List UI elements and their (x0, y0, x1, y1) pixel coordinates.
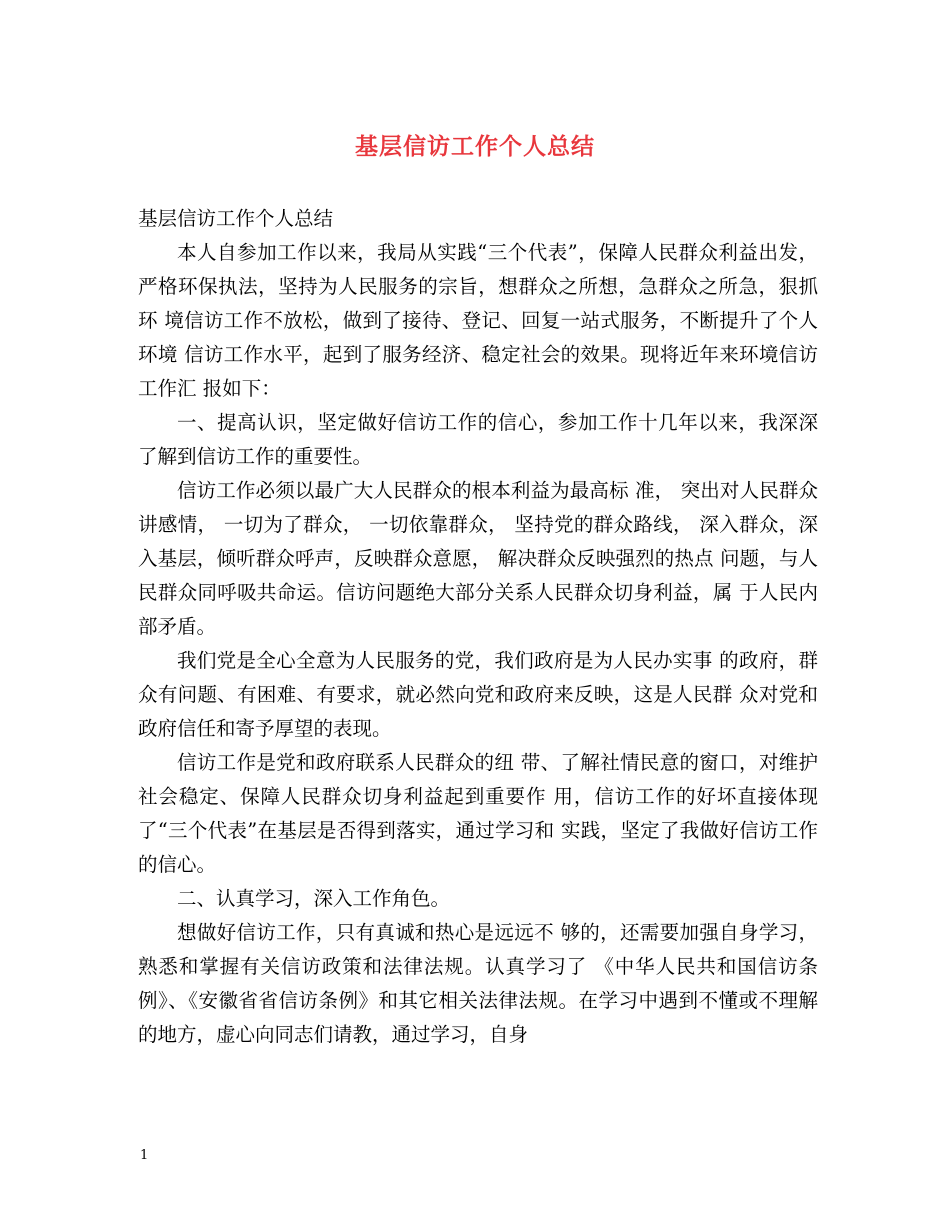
paragraph-party-government: 我们党是全心全意为人民服务的党，我们政府是为人民办实事 的政府，群众有问题、有困难、有要求，就必然向党和政府来反映，这是人民群 众对党和政府信任和寄予厚望的表现。 (138, 649, 818, 740)
paragraph-section-1-heading: 一、提高认识，坚定做好信访工作的信心，参加工作十几年以来，我深深了解到信访工作的重要性。 (138, 411, 818, 468)
document-body (138, 202, 818, 1052)
document-title: 基层信访工作个人总结 (355, 133, 595, 160)
document-subtitle: 基层信访工作个人总结 (138, 207, 334, 230)
paragraph-petition-bond: 信访工作是党和政府联系人民群众的纽 带、了解社情民意的窗口，对维护社会稳定、保障人民群众切身利益起到重要作 用，信访工作的好坏直接体现了“三个代表”在基层是否得到落实，通过学习和 实践，坚定了我做好信访工作的信心。 (138, 751, 818, 876)
paragraph-study: 想做好信访工作，只有真诚和热心是远远不 够的，还需要加强自身学习，熟悉和掌握有关信访政策和法律法规。认真学习了 《中华人民共和国信访条例》、《安徽省省信访条例》和其它相关法律法规。在学习中遇到不懂或不理解的地方，虚心向同志们请教，通过学习，自身 (138, 921, 818, 1046)
paragraph-section-2-heading: 二、认真学习，深入工作角色。 (177, 887, 451, 910)
paragraph-intro: 本人自参加工作以来，我局从实践“三个代表”，保障人民群众利益出发， 严格环保执法，坚持为人民服务的宗旨，想群众之所想，急群众之所急，狠抓环 境信访工作不放松，做到了接待、登记、回复一站式服务，不断提升了个人环境 信访工作水平，起到了服务经济、稳定社会的效果。现将近年来环境信访工作汇 报如下： (138, 241, 818, 400)
page-number: 1 (140, 1148, 149, 1163)
paragraph-mass-line: 信访工作必须以最广大人民群众的根本利益为最高标 准， 突出对人民群众讲感情， 一切为了群众， 一切依靠群众， 坚持党的群众路线， 深入群众，深入基层，倾听群众呼声，反映群众意愿， 解决群众反映强烈的热点 问题，与人民群众同呼吸共命运。信访问题绝大部分关系人民群众切身利益，属 于人民内部矛盾。 (138, 479, 818, 638)
